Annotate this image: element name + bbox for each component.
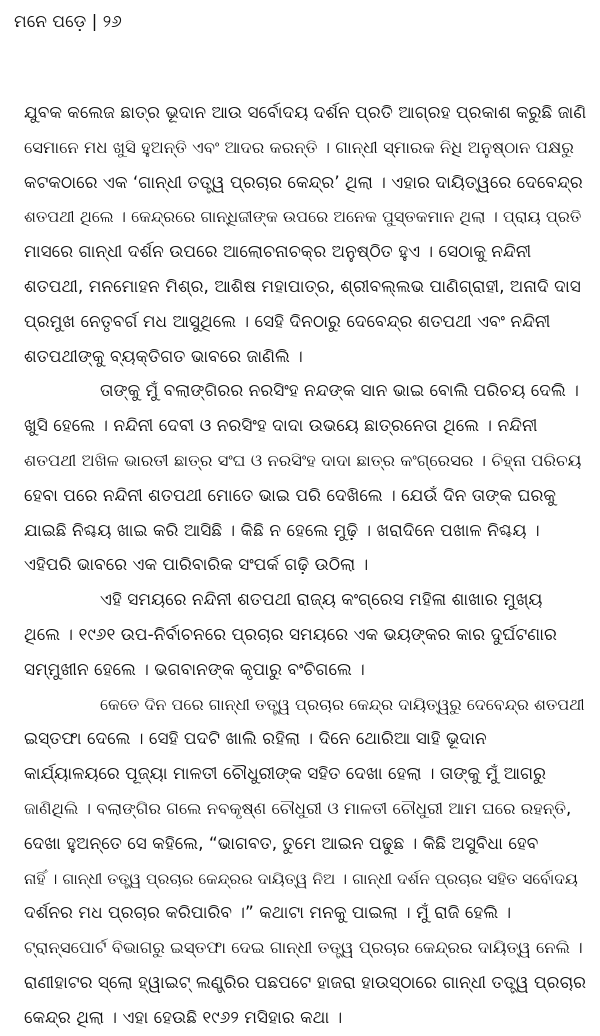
text-line: ଶତପଥୀଙ୍କୁ ବ୍ୟକ୍ତିଗତ ଭାବରେ ଜାଣିଲି ।: [24, 346, 303, 367]
text-line: ଯାଇଛି ନିଶ୍ଚୟ ଖାଇ କରି ଆସିଛି । କିଛି ନ ହେଲେ ମୁଢ଼ି । ଖରାଦିନେ ପଖାଳ ନିଶ୍ଚୟ ।: [24, 520, 540, 541]
text-line: ଖୁସି ହେଲେ । ନନ୍ଦିନୀ ଦେବୀ ଓ ନରସିଂହ ଦାଦା ଉଭୟେ ଛାତ୍ରନେତା ଥିଲେ । ନନ୍ଦିନୀ: [24, 416, 538, 437]
text-line: ଜାଣିଥିଲି । ବଲାଙ୍ଗିର ଗଲେ ନବକୃଷ୍ଣ ଚୌଧୁରୀ ଓ ମାଳତୀ ଚୌଧୁରୀ ଆମ ଘରେ ରହନ୍ତି,: [24, 798, 572, 818]
text-line: ରାଣୀହାଟର ସ୍ଲୋ ହ୍ୱାଇଟ୍ ଲଣ୍ଡ୍ରିର ପଛପଟେ ହାଜରା ହାଉସ୍ଠାରେ ଗାନ୍ଧୀ ତତ୍ତ୍ୱ ପ୍ରଚାର: [24, 972, 586, 993]
text-line: ସେମାନେ ମଧ ଖୁସି ହୁଅନ୍ତି ଏବଂ ଆଦର କରନ୍ତି । ଗାନ୍ଧୀ ସ୍ମାରକ ନିଧି ଅନୁଷ୍ଠାନ ପକ୍ଷରୁ: [24, 137, 574, 157]
paragraph-first-line: ଏହି ସମୟରେ ନନ୍ଦିନୀ ଶତପଥୀ ରାଜ୍ୟ କଂଗ୍ରେସ ମହିଳା ଶାଖାର ମୁଖ୍ୟ: [100, 590, 543, 611]
text-line: ଦେଖା ହୁଅନ୍ତେ ସେ କହିଲେ, “ଭାଗବତ, ତୁମେ ଆଇନ ପଢୁଛ । କିଛି ଅସୁବିଧା ହେବ: [24, 833, 539, 854]
body-text: [24, 96, 586, 1036]
paragraph-first-line: କେତେ ଦିନ ପରେ ଗାନ୍ଧୀ ତତ୍ତ୍ୱ ପ୍ରଚାର କେନ୍ଦ୍ର ଦାୟିତ୍ୱରୁ ଦେବେନ୍ଦ୍ର ଶତପଥୀ: [100, 694, 585, 714]
paragraph-first-line: ତାଙ୍କୁ ମୁଁ ବଲାଙ୍ଗିରର ନରସିଂହ ନନ୍ଦଙ୍କ ସାନ ଭାଇ ବୋଲି ପରିଚୟ ଦେଲି ।: [100, 381, 579, 402]
text-line: ଟ୍ରାନ୍ସପୋର୍ଟ ବିଭାଗରୁ ଇସ୍ତଫା ଦେଇ ଗାନ୍ଧୀ ତତ୍ତ୍ୱ ପ୍ରଚାର କେନ୍ଦ୍ରର ଦାୟିତ୍ୱ ନେଲି ।: [24, 938, 583, 958]
text-line: ସମ୍ମୁଖୀନ ହେଲେ । ଭଗବାନଙ୍କ କୃପାରୁ ବଂଚିଗଲେ ।: [24, 659, 365, 680]
text-line: କାର୍ଯ୍ୟାଳୟରେ ପୂଜ୍ୟା ମାଳତୀ ଚୌଧୁରୀଙ୍କ ସହିତ ଦେଖା ହେଲା । ତାଙ୍କୁ ମୁଁ ଆଗରୁ: [24, 764, 546, 785]
text-line: ଇସ୍ତଫା ଦେଲେ । ସେହି ପଦଟି ଖାଲି ରହିଲା । ଦିନେ ଥୋରିଆ ସାହି ଭୂଦାନ: [24, 729, 487, 750]
text-line: ଏହିପରି ଭାବରେ ଏକ ପାରିବାରିକ ସଂପର୍କ ଗଢ଼ି ଉଠିଲା ।: [24, 555, 369, 576]
text-line: କେନ୍ଦ୍ର ଥିଲା । ଏହା ହେଉଛି ୧୯୬୨ ମସିହାର କଥା ।: [24, 1007, 343, 1028]
text-line: ନାହିଁ । ଗାନ୍ଧୀ ତତ୍ତ୍ୱ ପ୍ରଚାର କେନ୍ଦ୍ରର ଦାୟିତ୍ୱ ନିଅ । ଗାନ୍ଧୀ ଦର୍ଶନ ପ୍ରଚାର ସହିତ ସର୍ବୋଦୟ: [24, 869, 578, 888]
text-line: ପ୍ରମୁଖ ନେତୃବର୍ଗ ମଧ ଆସୁଥିଲେ । ସେହି ଦିନଠାରୁ ଦେବେନ୍ଦ୍ର ଶତପଥୀ ଏବଂ ନନ୍ଦିନୀ: [24, 311, 551, 332]
text-line: ହେବା ପରେ ନନ୍ଦିନୀ ଶତପଥୀ ମୋତେ ଭାଇ ପରି ଦେଖିଲେ । ଯେଉଁ ଦିନ ତାଙ୍କ ଘରକୁ: [24, 485, 556, 506]
text-line: ଯୁବକ କଲେଜ ଛାତ୍ର ଭୂଦାନ ଆଉ ସର୍ବୋଦୟ ଦର୍ଶନ ପ୍ରତି ଆଗ୍ରହ ପ୍ରକାଶ କରୁଛି ଜାଣି: [24, 103, 586, 123]
text-line: ଶତପଥୀ ଅଖିଳ ଭାରତୀ ଛାତ୍ର ସଂଘ ଓ ନରସିଂହ ଦାଦା ଛାତ୍ର କଂଗ୍ରେସର । ଚିହ୍ନା ପରିଚୟ: [24, 450, 582, 470]
text-line: କଟକଠାରେ ଏକ ‘ଗାନ୍ଧୀ ତତ୍ତ୍ୱ ପ୍ରଚାର କେନ୍ଦ୍ର’ ଥିଲା । ଏହାର ଦାୟିତ୍ୱରେ ଦେବେନ୍ଦ୍ର: [24, 172, 583, 193]
text-line: ଶତପଥୀ, ମନମୋହନ ମିଶ୍ର, ଆଶିଷ ମହାପାତ୍ର, ଶ୍ରୀବଲ୍ଲଭ ପାଣିଗ୍ରାହୀ, ଅନାଦି ଦାସ: [24, 276, 581, 297]
text-line: ଦର୍ଶନର ମଧ ପ୍ରଚାର କରିପାରିବ ।” କଥାଟା ମନକୁ ପାଇଲା । ମୁଁ ରାଜି ହେଲି ।: [24, 903, 512, 924]
text-line: ମାସରେ ଗାନ୍ଧୀ ଦର୍ଶନ ଉପରେ ଆଲୋଚନାଚକ୍ର ଅନୁଷ୍ଠିତ ହୁଏ । ସେଠାକୁ ନନ୍ଦିନୀ: [24, 242, 532, 263]
running-header: ମନେ ପଡ଼େ | ୨୬: [14, 12, 122, 32]
text-line: ଥିଲେ । ୧୯୬୧ ଉପ-ନିର୍ବାଚନରେ ପ୍ରଚାର ସମୟରେ ଏକ ଭୟଙ୍କର କାର ଦୁର୍ଘଟଣାର: [24, 624, 557, 645]
text-line: ଶତପଥୀ ଥିଲେ । କେନ୍ଦ୍ରରେ ଗାନ୍ଧିଜୀଙ୍କ ଉପରେ ଅନେକ ପୁସ୍ତକମାନ ଥିଲା । ପ୍ରାୟ ପ୍ରତି: [24, 207, 582, 227]
